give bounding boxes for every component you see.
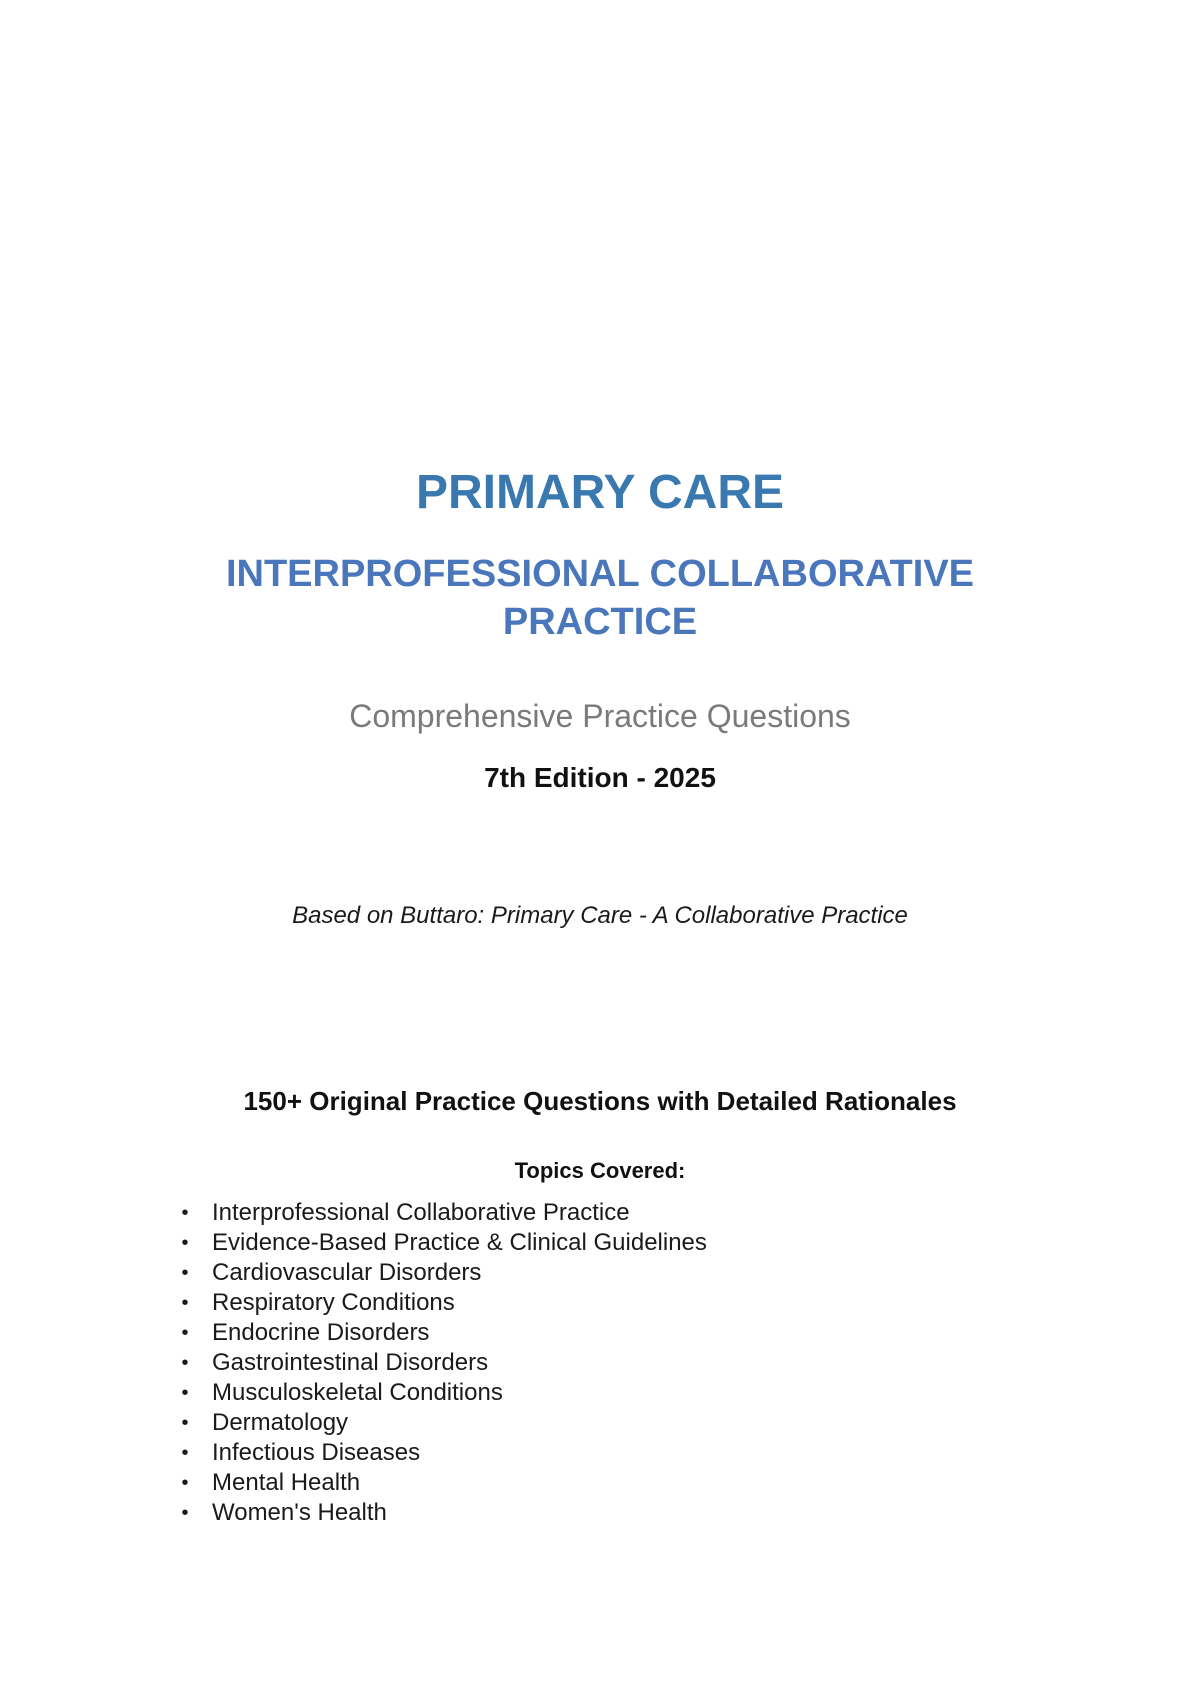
source-attribution: Based on Buttaro: Primary Care - A Collaborative Practice <box>292 902 908 929</box>
bullet-icon: • <box>181 1292 189 1314</box>
topic-item <box>178 1228 707 1258</box>
cover-tagline: Comprehensive Practice Questions <box>349 698 851 734</box>
topic-label: Dermatology <box>212 1409 349 1436</box>
topic-item <box>178 1408 707 1438</box>
topic-label: Cardiovascular Disorders <box>212 1259 482 1286</box>
topic-item <box>178 1438 707 1468</box>
topics-heading: Topics Covered: <box>514 1158 686 1183</box>
bullet-icon: • <box>181 1232 189 1254</box>
topic-label: Endocrine Disorders <box>212 1319 430 1346</box>
topics-list <box>178 1198 707 1528</box>
topic-item <box>178 1288 707 1318</box>
bullet-icon: • <box>181 1502 189 1524</box>
bullet-icon: • <box>181 1382 189 1404</box>
edition-label: 7th Edition - 2025 <box>484 762 716 793</box>
bullet-icon: • <box>181 1472 189 1494</box>
topic-label: Gastrointestinal Disorders <box>212 1349 489 1376</box>
topic-item <box>178 1498 707 1528</box>
topic-item <box>178 1468 707 1498</box>
cover-title: PRIMARY CARE <box>415 466 785 519</box>
bullet-icon: • <box>181 1412 189 1434</box>
topic-label: Infectious Diseases <box>212 1439 421 1466</box>
questions-headline: 150+ Original Practice Questions with Detailed Rationales <box>243 1086 957 1116</box>
topic-label: Musculoskeletal Conditions <box>212 1379 503 1406</box>
topic-item <box>178 1378 707 1408</box>
topic-label: Respiratory Conditions <box>212 1289 455 1316</box>
topic-item <box>178 1258 707 1288</box>
topic-label: Mental Health <box>212 1469 361 1496</box>
bullet-icon: • <box>181 1352 189 1374</box>
topic-label: Interprofessional Collaborative Practice <box>212 1199 630 1226</box>
topic-label: Women's Health <box>212 1499 387 1526</box>
topic-item <box>178 1198 707 1228</box>
topic-item <box>178 1348 707 1378</box>
bullet-icon: • <box>181 1202 189 1224</box>
cover-subtitle: INTERPROFESSIONAL COLLABORATIVE PRACTICE <box>225 553 975 643</box>
topic-item <box>178 1318 707 1348</box>
bullet-icon: • <box>181 1442 189 1464</box>
bullet-icon: • <box>181 1262 189 1284</box>
bullet-icon: • <box>181 1322 189 1344</box>
topic-label: Evidence-Based Practice & Clinical Guidelines <box>212 1229 707 1256</box>
